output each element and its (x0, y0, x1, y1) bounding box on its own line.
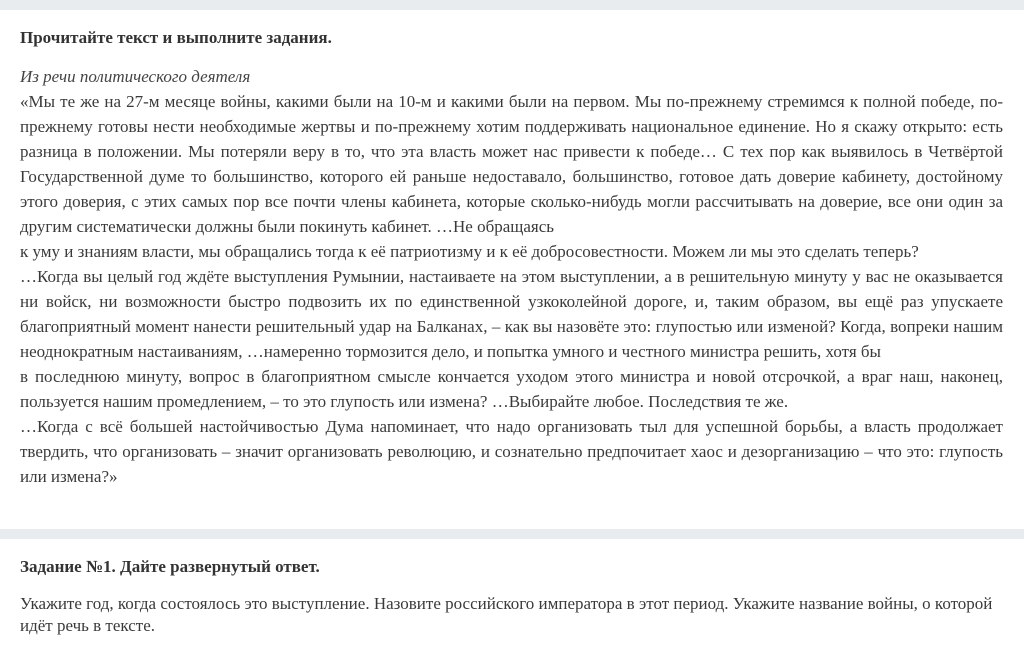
task-question: Укажите год, когда состоялось это выступление. Назовите российского императора в этот период. Укажите название войны, о которой идёт речь в тексте. (20, 594, 993, 635)
reading-instruction: Прочитайте текст и выполните задания. (20, 28, 332, 47)
speech-paragraph-3: …Когда вы целый год ждёте выступления Румынии, настаиваете на этом выступлении, а в решительную минуту у вас не оказывается ни войск, ни возможности быстро подвозить их по единственной узкоколейной дороге, и, таким образом, вы ещё раз упускаете благоприятный момент нанести решительный удар на Балканах, – как вы назовёте это: глупостью или изменой? Когда, вопреки нашим неоднократным настаиваниям, …намеренно тормозится дело, и попытка умного и честного министра решить, хотя бы (20, 267, 1003, 361)
task-title: Задание №1. Дайте развернутый ответ. (20, 557, 320, 576)
speech-paragraph-5: …Когда с всё большей настойчивостью Дума напоминает, что надо организовать тыл для успешной борьбы, а власть продолжает твердить, что организовать – значит организовать революцию, и сознательно предпочитает хаос и дезорганизацию – что это: глупость или измена?» (20, 417, 1003, 486)
source-caption: Из речи политического деятеля (20, 67, 251, 86)
speech-paragraph-2: к уму и знаниям власти, мы обращались тогда к её патриотизму и к её добросовестности. Можем ли мы это сделать теперь? (20, 242, 919, 261)
reading-panel (0, 10, 1024, 529)
speech-text (20, 89, 1003, 489)
speech-paragraph-1: «Мы те же на 27-м месяце войны, какими были на 10-м и какими были на первом. Мы по-прежнему стремимся к полной победе, по-прежнему готовы нести необходимые жертвы и по-прежнему хотим поддерживать национальное единение. Но я скажу открыто: есть разница в положении. Мы потеряли веру в то, что эта власть может нас привести к победе… С тех пор как выявилось в Четвёртой Государственной думе то большинство, которого ей раньше недоставало, большинство, готовое дать доверие кабинету, достойному этого доверия, с этих самых пор все почти члены кабинета, которые сколько-нибудь могли рассчитывать на доверие, все они один за другим систематически должны были покинуть кабинет. …Не обращаясь (20, 92, 1003, 236)
task-panel (0, 539, 1024, 670)
speech-paragraph-4: в последнюю минуту, вопрос в благоприятном смысле кончается уходом этого министра и новой отсрочкой, а враг наш, наконец, пользуется нашим промедлением, – то это глупость или измена? …Выбирайте любое. Последствия те же. (20, 367, 1003, 411)
